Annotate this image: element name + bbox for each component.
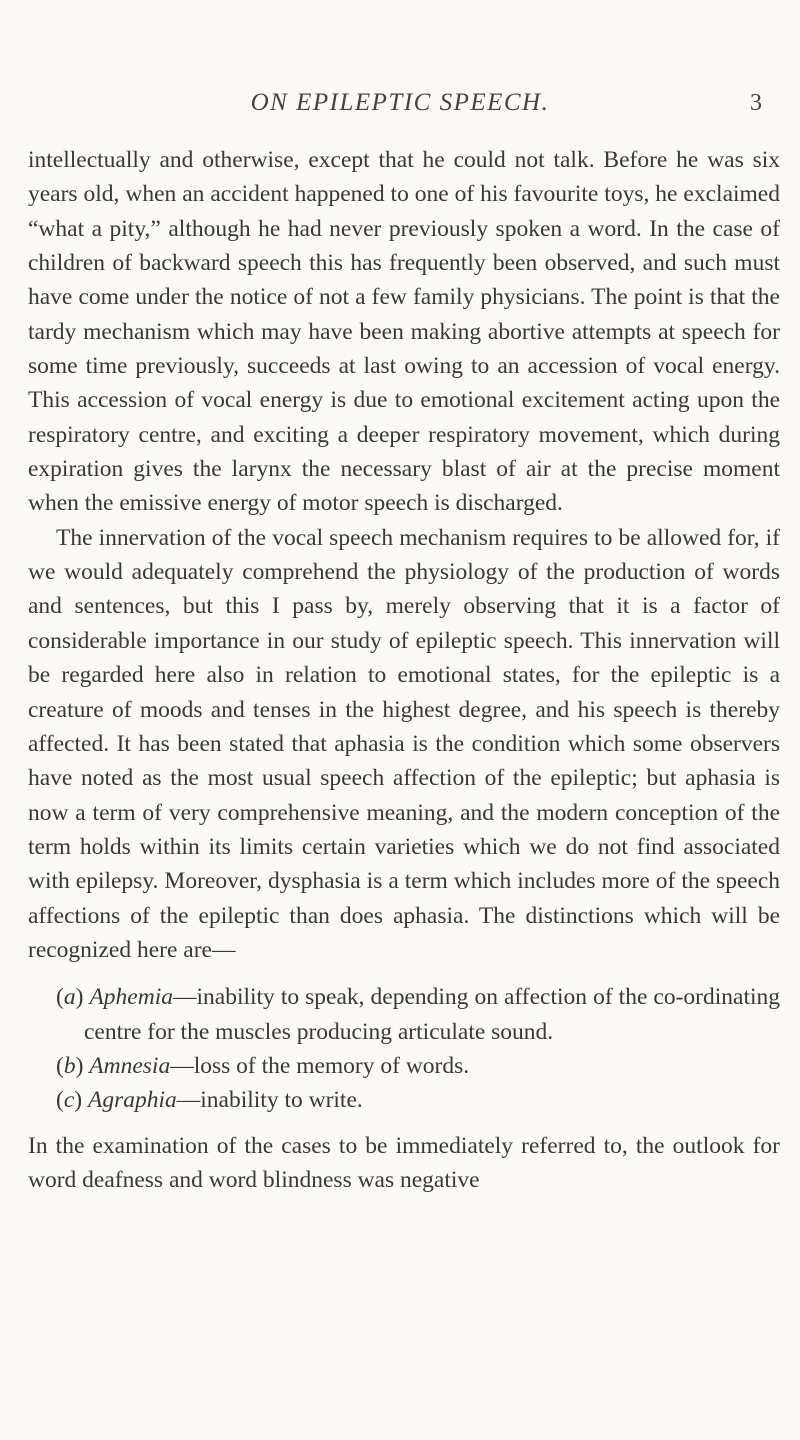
list-marker-close: ) — [74, 1087, 88, 1114]
definition-agraphia: —inability to write. — [176, 1087, 363, 1114]
list-item — [56, 1083, 780, 1117]
list-marker-open: ( — [56, 1087, 64, 1114]
page-number: 3 — [750, 90, 762, 116]
page-body — [28, 143, 780, 1197]
running-title: ON EPILEPTIC SPEECH. — [250, 89, 550, 116]
list-marker-open: ( — [56, 984, 64, 1011]
term-amnesia: Amnesia — [89, 1052, 171, 1079]
term-aphemia: Aphemia — [89, 984, 173, 1011]
paragraph-continued: intellectually and otherwise, except that he could not talk. Before he was six years old, when an accident happened to one of his favourite toys, he exclaimed “what a pity,” although he had never previously spoken a word. In the case of children of backward speech this has frequently been observed, and such must have come under the notice of not a few family physicians. The point is that the tardy mechanism which may have been making abortive attempts at speech for some time previously, succeeds at last owing to an accession of vocal energy. This accession of vocal energy is due to emotional excitement acting upon the respiratory centre, and exciting a deeper respiratory movement, which during expiration gives the larynx the necessary blast of air at the precise moment when the emissive energy of motor speech is discharged. — [28, 147, 780, 517]
list-marker-close: ) — [75, 984, 90, 1011]
running-head — [0, 88, 800, 128]
list-marker-letter: a — [63, 984, 76, 1011]
distinctions-list — [56, 980, 780, 1117]
paragraph-innervation: The innervation of the vocal speech mechanism requires to be allowed for, if we would adequately comprehend the physiology of the production of words and sentences, but this I pass by, merely observing that it is a factor of considerable importance in our study of epileptic speech. This innervation will be regarded here also in relation to emotional states, for the epileptic is a creature of moods and tenses in the highest degree, and his speech is thereby affected. It has been stated that aphasia is the condition which some observers have noted as the most usual speech affection of the epileptic; but aphasia is now a term of very comprehensive meaning, and the modern conception of the term holds within its limits certain varieties which we do not find associated with epilepsy. Moreover, dysphasia is a term which includes more of the speech affections of the epileptic than does aphasia. The distinctions which will be recognized here are— — [28, 524, 780, 963]
definition-amnesia: —loss of the memory of words. — [170, 1052, 470, 1079]
list-marker-letter: c — [63, 1087, 75, 1114]
list-item — [56, 980, 780, 1049]
definition-aphemia: —inability to speak, depending on affection of the co-ordinating centre for the muscles producing articulate sound. — [84, 984, 781, 1045]
list-marker-close: ) — [75, 1052, 90, 1079]
paragraph-examination: In the examination of the cases to be immediately referred to, the outlook for word deafness and word blindness was negative — [28, 1132, 780, 1193]
term-agraphia: Agraphia — [87, 1087, 177, 1114]
list-item — [56, 1049, 780, 1083]
list-marker-letter: b — [63, 1052, 76, 1079]
list-marker-open: ( — [56, 1052, 64, 1079]
